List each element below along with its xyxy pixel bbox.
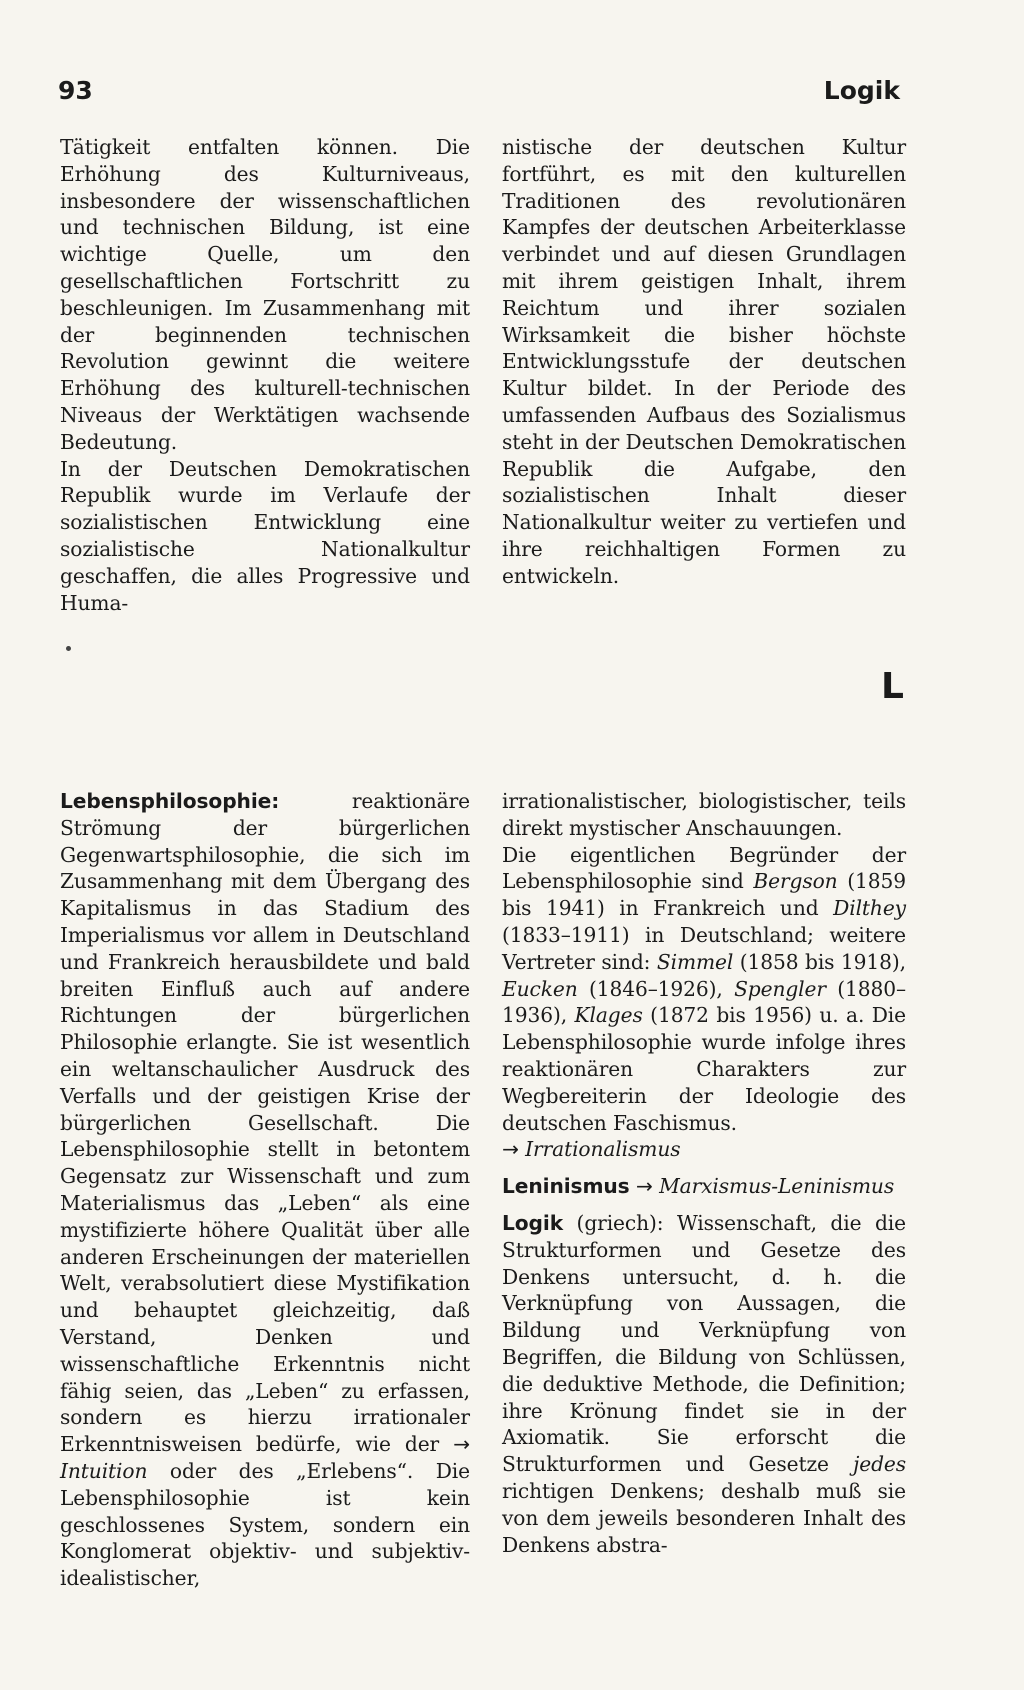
entry-text: (1872 bis 1956) u. a. Die Lebensphilosophie wurde infolge ihres reaktionären Charakters zur Wegbereiterin der Ideologie des deutschen Faschismus.	[502, 1003, 906, 1135]
cross-reference-arrow-icon: →	[502, 1137, 519, 1162]
entry-text: (1858 bis 1918),	[739, 949, 906, 974]
person-name: Spengler	[734, 976, 826, 1001]
entry-text: (1833–1911) in Deutschland; weitere Vertreter sind:	[502, 922, 906, 974]
entry-logik	[502, 1210, 906, 1558]
person-name: Dilthey	[833, 896, 906, 921]
right-entries-column	[502, 788, 906, 1558]
entry-text: oder des „Erlebens“. Die Lebensphilosophie ist kein geschlossenes System, sondern ein Konglomerat objektiv- und subjektiv-idealistischer,	[60, 1458, 471, 1591]
top-left-column	[60, 134, 470, 616]
paragraph: In der Deutschen Demokratischen Republik wurde im Verlaufe der sozialistischen Entwicklung eine sozialistische Nationalkultur geschaffen, die alles Progressive und Huma-	[60, 456, 470, 615]
section-letter: L	[881, 666, 904, 707]
person-name: Bergson	[753, 869, 838, 894]
cross-reference-arrow-icon: →	[453, 1432, 470, 1457]
entry-text: irrationalistischer, biologistischer, teils direkt mystischer Anschauungen.	[502, 789, 906, 840]
stray-dot	[66, 646, 71, 651]
entry-text: reaktionäre Strömung der bürgerlichen Gegenwartsphilosophie, die sich im Zusammenhang mit dem Übergang des Kapitalismus in das Stadium des Imperialismus vor allem in Deutschland und Frankreich herausbildete und bald breiten Einfluß auch auf andere Richtungen der bürgerlichen Philosophie erlangte. Sie ist wesentlich ein weltanschaulicher Ausdruck des Verfalls und der geistigen Krise der bürgerlichen Gesellschaft. Die Lebensphilosophie stellt in betontem Gegensatz zur Wissenschaft und zum Materialismus das „Leben“ als eine mystifizierte höhere Qualität über alle anderen Erscheinungen der materiellen Welt, verabsolutiert diese Mystifikation und behauptet gleichzeitig, daß Verstand, Denken und wissenschaftliche Erkenntnis nicht fähig seien, das „Leben“ zu erfassen, sondern es hierzu irrationaler Erkenntnisweisen bedürfe, wie der	[60, 789, 470, 1457]
entry-text: Die eigentlichen Begründer der Lebensphilosophie sind	[502, 842, 906, 894]
person-name: Eucken	[502, 976, 578, 1001]
entry-text: (1859 bis 1941) in Frankreich und	[502, 869, 906, 921]
lemma-lebensphilosophie: Lebensphilosophie:	[60, 789, 280, 813]
person-name: Klages	[574, 1003, 643, 1028]
cross-reference-arrow-icon: →	[635, 1174, 653, 1199]
entry-text: (1880–1936),	[502, 976, 906, 1028]
emphasis: jedes	[853, 1452, 906, 1477]
page-number: 93	[58, 76, 93, 105]
paragraph: Tätigkeit entfalten können. Die Erhöhung des Kulturniveaus, insbesondere der wissenschaftlichen und technischen Bildung, ist eine wichtige Quelle, um den gesellschaftlichen Fortschritt zu beschleunigen. Im Zusammenhang mit der beginnenden technischen Revolution gewinnt die weitere Erhöhung des kulturell-technischen Niveaus der Werktätigen wachsende Bedeutung.	[60, 135, 470, 454]
running-head: Logik	[823, 76, 900, 105]
entry-text: (griech): Wissenschaft, die die Strukturformen und Gesetze des Denkens untersucht, d. h. die Verknüpfung von Aussagen, die Bildung und Verknüpfung von Begriffen, die Bildung von Schlüssen, die deduktive Methode, die Definition; ihre Krönung findet sie in der Axiomatik. Sie erforscht die Strukturformen und Gesetze	[502, 1210, 906, 1477]
lemma-logik: Logik	[502, 1210, 564, 1235]
lemma-leninismus: Leninismus	[502, 1174, 630, 1199]
entry-text: (1846–1926),	[588, 976, 723, 1001]
entry-leninismus	[502, 1173, 906, 1200]
cross-reference-intuition[interactable]: Intuition	[60, 1458, 148, 1483]
cross-reference-irrationalismus[interactable]: Irrationalismus	[525, 1137, 681, 1162]
paragraph: nistische der deutschen Kultur fortführt, es mit den kulturellen Traditionen des revolutionären Kampfes der deutschen Arbeiterklasse verbindet und auf diesen Grundlagen mit ihrem geistigen Inhalt, ihrem Reichtum und ihrer sozialen Wirksamkeit die bisher höchste Entwicklungsstufe der deutschen Kultur bildet. In der Periode des umfassenden Aufbaus des Sozialismus steht in der Deutschen Demokratischen Republik die Aufgabe, den sozialistischen Inhalt dieser Nationalkultur weiter zu vertiefen und ihre reichhaltigen Formen zu entwickeln.	[502, 135, 906, 588]
cross-reference-marxismus-leninismus[interactable]: Marxismus-Leninismus	[659, 1174, 895, 1199]
person-name: Simmel	[656, 949, 734, 974]
entry-lebensphilosophie	[60, 788, 470, 1592]
top-right-column	[502, 134, 906, 590]
entry-text: richtigen Denkens; deshalb muß sie von dem jeweils besonderen Inhalt des Denkens abstra-	[502, 1478, 906, 1557]
